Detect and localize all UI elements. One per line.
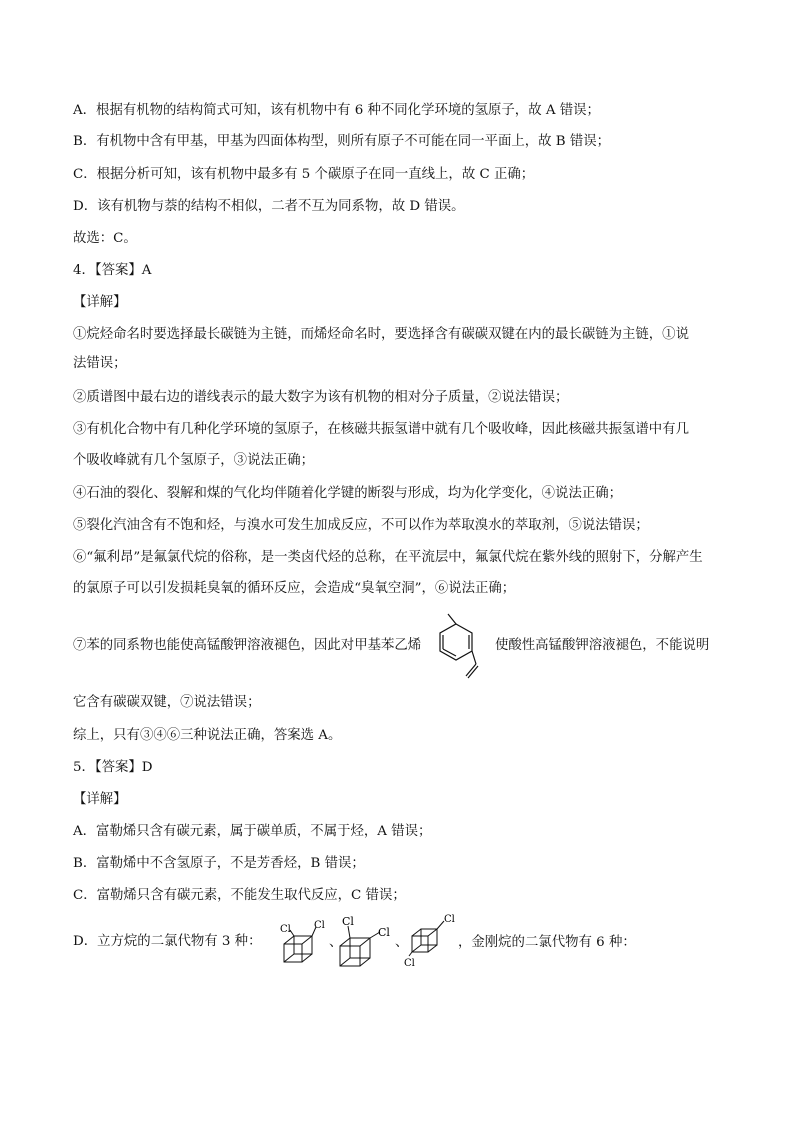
text-line: 的氯原子可以引发损耗臭氧的循环反应，会造成“臭氧空洞”，⑥说法正确； xyxy=(73,581,516,596)
text-line: ⑦苯的同系物也能使高锰酸钾溶液褪色，因此对甲基苯乙烯 xyxy=(73,638,422,653)
chlorine-label: Cl xyxy=(404,958,415,968)
text-line: A．富勒烯只含有碳元素，属于碳单质，不属于烃，A 错误； xyxy=(73,824,432,839)
cubane-dichloride-1 xyxy=(270,918,330,972)
text-line: B．有机物中含有甲基，甲基为四面体构型，则所有原子不可能在同一平面上，故 B 错误； xyxy=(73,134,611,149)
question-answer-5: 5．【答案】D xyxy=(73,760,153,775)
text-line: 综上，只有③④⑥三种说法正确，答案选 A。 xyxy=(73,728,342,743)
text-line: 它含有碳碳双键，⑦说法错误； xyxy=(73,695,261,710)
text-line: A．根据有机物的结构简式可知，该有机物中有 6 种不同化学环境的氢原子，故 A 错误； xyxy=(73,103,600,118)
chlorine-label: Cl xyxy=(314,920,325,931)
text-line: B．富勒烯中不含氢原子，不是芳香烃，B 错误； xyxy=(73,856,365,871)
p-methylstyrene-structure xyxy=(412,612,494,688)
cubane-dichloride-3 xyxy=(404,912,460,972)
chlorine-label: Cl xyxy=(342,915,354,928)
text-line: ④石油的裂化、裂解和煤的气化均伴随着化学键的断裂与形成，均为化学变化，④说法正确； xyxy=(73,486,623,501)
section-heading: 【详解】 xyxy=(73,792,127,807)
chlorine-label: Cl xyxy=(280,924,291,935)
text-line: C．富勒烯只含有碳元素，不能发生取代反应，C 错误； xyxy=(73,888,406,903)
text-line: 个吸收峰就有几个氢原子，③说法正确； xyxy=(73,453,315,468)
chlorine-label: Cl xyxy=(378,926,390,939)
cubane-dichloride-2 xyxy=(334,914,394,974)
text-line: D．立方烷的二氯代物有 3 种： xyxy=(73,934,262,949)
chlorine-label: Cl xyxy=(444,914,455,925)
text-line: ②质谱图中最右边的谱线表示的最大数字为该有机物的相对分子质量，②说法错误； xyxy=(73,390,569,405)
question-answer-4: 4．【答案】A xyxy=(73,263,152,278)
section-heading: 【详解】 xyxy=(73,295,127,310)
text-line: ⑥“氟利昂”是氟氯代烷的俗称，是一类卤代烃的总称，在平流层中，氟氯代烷在紫外线的照射下，分解产生 xyxy=(73,550,703,565)
separator: 、 xyxy=(329,935,343,950)
text-line: ③有机化合物中有几种化学环境的氢原子，在核磁共振氢谱中就有几个吸收峰，因此核磁共振氢谱中有几 xyxy=(73,422,689,437)
text-line: ，金刚烷的二氯代物有 6 种： xyxy=(458,935,636,950)
text-line: ①烷烃命名时要选择最长碳链为主链，而烯烃命名时，要选择含有碳碳双键在内的最长碳链为主链，①说 xyxy=(73,327,689,342)
separator: 、 xyxy=(395,935,409,950)
text-line: ⑤裂化汽油含有不饱和烃，与溴水可发生加成反应，不可以作为萃取溴水的萃取剂，⑤说法错误； xyxy=(73,518,649,533)
text-line: 故选：C。 xyxy=(73,231,137,246)
text-line: 使酸性高锰酸钾溶液褪色，不能说明 xyxy=(495,638,710,653)
text-line: 法错误； xyxy=(73,356,127,371)
text-line: C．根据分析可知，该有机物中最多有 5 个碳原子在同一直线上，故 C 正确； xyxy=(73,167,535,182)
text-line: D．该有机物与萘的结构不相似，二者不互为同系物，故 D 错误。 xyxy=(73,199,465,214)
